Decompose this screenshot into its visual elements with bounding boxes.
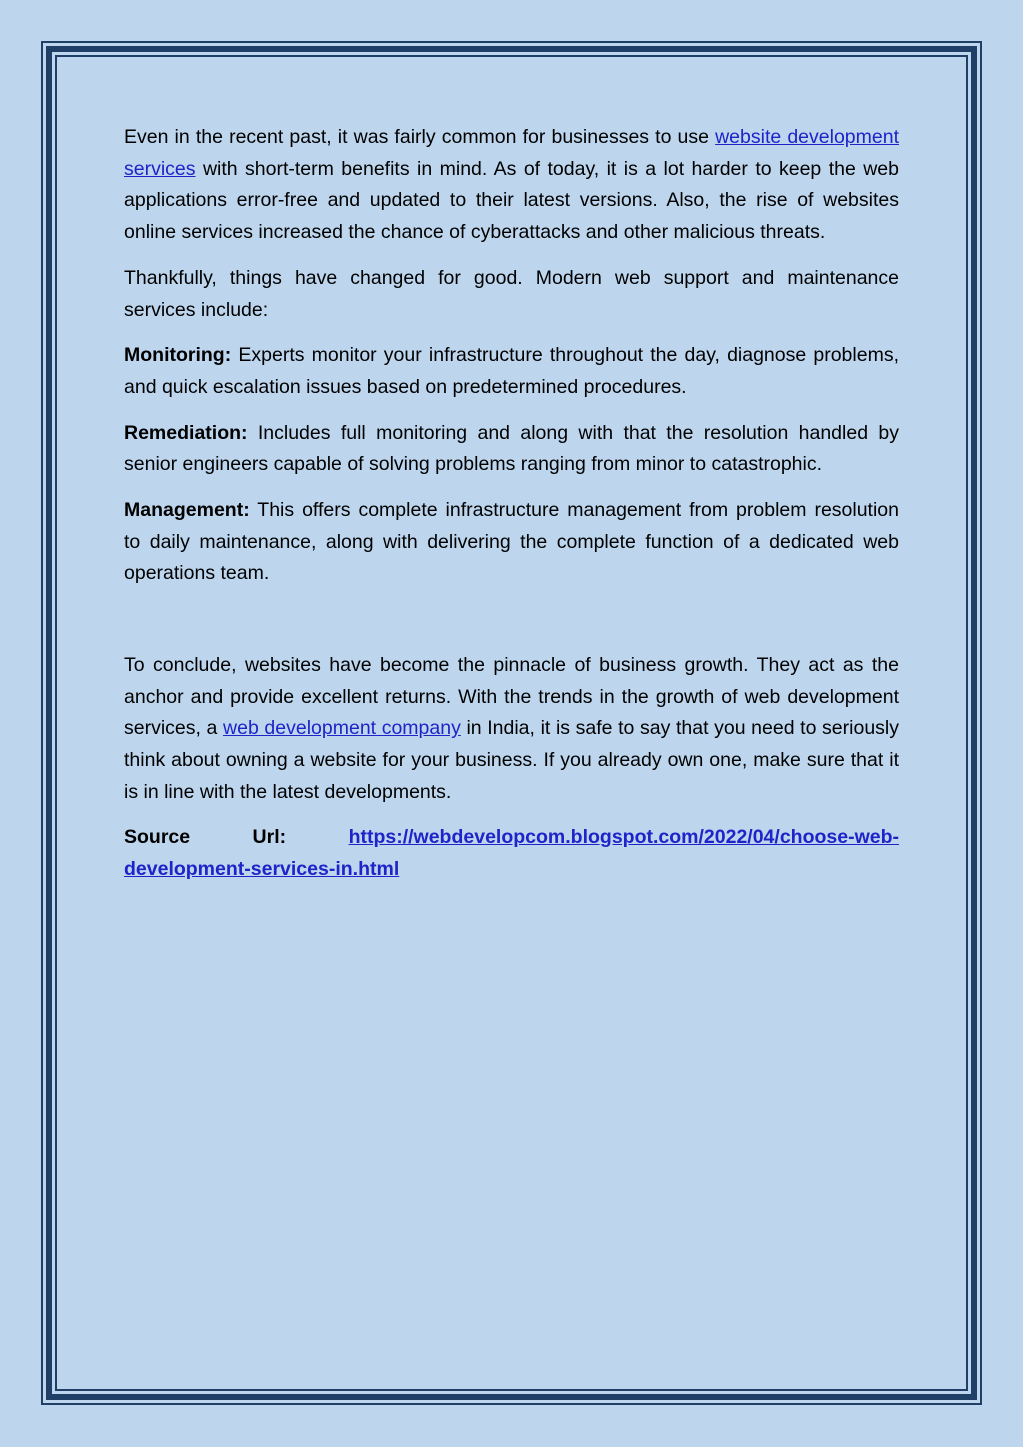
source-url-paragraph	[124, 822, 899, 885]
source-url-label: Source Url:	[124, 826, 287, 849]
source-url-link[interactable]: https://webdevelopcom.blogspot.com/2022/04/choose-web-development-services-in.html	[124, 826, 899, 881]
management-paragraph	[124, 495, 899, 590]
intro-text-before: Even in the recent past, it was fairly common for businesses to use	[124, 126, 716, 148]
conclusion-text-before: To conclude, websites have become the pinnacle of business growth. They act as the anchor and provide excellent returns. With the trends in the growth of web development services, a	[124, 653, 899, 740]
web-development-company-link[interactable]: web development company	[223, 717, 461, 740]
remediation-label: Remediation:	[124, 421, 248, 444]
conclusion-text-after: in India, it is safe to say that you need to seriously think about owning a website for your business. If you already own one, make sure that it is in line with the latest developments.	[124, 717, 899, 803]
conclusion-paragraph	[124, 650, 899, 809]
monitoring-label: Monitoring:	[124, 344, 232, 367]
document-body	[124, 122, 899, 900]
changes-paragraph: Thankfully, things have changed for good. Modern web support and maintenance services include:	[124, 266, 899, 321]
intro-paragraph	[124, 122, 899, 249]
monitoring-text: Experts monitor your infrastructure throughout the day, diagnose problems, and quick escalation issues based on predetermined procedures.	[124, 344, 899, 398]
management-text: This offers complete infrastructure management from problem resolution to daily maintenance, along with delivering the complete function of a dedicated web operations team.	[124, 499, 899, 585]
intro-text-after: with short-term benefits in mind. As of today, it is a lot harder to keep the web applications error-free and updated to their latest versions. Also, the rise of websites online services increased the chance of cyberattacks and other malicious threats.	[124, 157, 899, 244]
remediation-text: Includes full monitoring and along with that the resolution handled by senior engineers capable of solving problems ranging from minor to catastrophic.	[124, 421, 899, 476]
monitoring-paragraph	[124, 340, 899, 403]
management-label: Management:	[124, 499, 250, 522]
website-development-services-link[interactable]: website development services	[124, 126, 899, 180]
remediation-paragraph	[124, 418, 899, 481]
blank-line	[124, 604, 899, 636]
